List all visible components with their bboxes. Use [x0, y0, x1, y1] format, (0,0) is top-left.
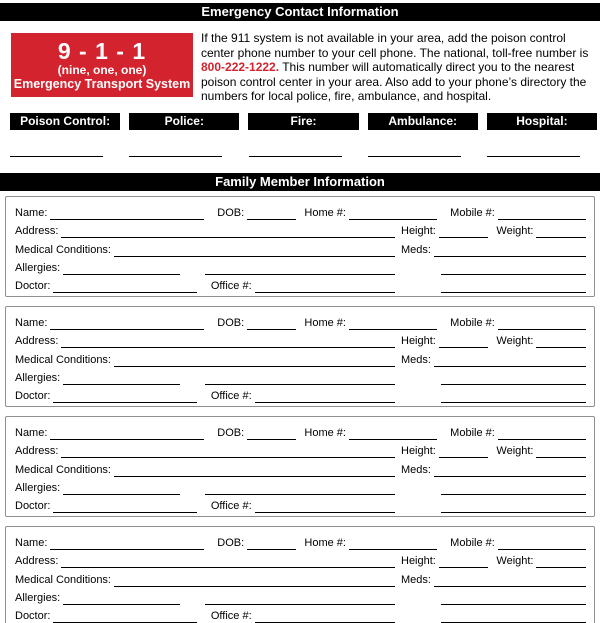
height-fill-line: [439, 445, 489, 458]
weight-fill-line: [536, 335, 586, 348]
home-phone-label: Home #:: [304, 537, 346, 550]
office-phone-label: Office #:: [210, 609, 252, 622]
mobile-phone-label: Mobile #:: [450, 537, 495, 550]
label-hospital: Hospital:: [487, 113, 597, 130]
mobile-phone-fill-line: [498, 427, 586, 440]
family-member-block: [5, 306, 595, 407]
doctor-fill-line: [53, 500, 196, 513]
address-height-weight-row: [15, 550, 586, 568]
height-fill-line: [439, 335, 489, 348]
911-caption: Emergency Transport System: [13, 76, 191, 91]
meds-continuation-line: [441, 262, 586, 275]
medical-conditions-fill-line: [114, 244, 395, 257]
address-label: Address:: [15, 225, 59, 238]
medical-conditions-fill-line: [114, 354, 395, 367]
home-phone-fill-line: [349, 537, 437, 550]
meds-continuation-line: [441, 372, 586, 385]
mobile-phone-fill-line: [498, 317, 586, 330]
doctor-label: Doctor:: [15, 389, 51, 402]
name-label: Name:: [15, 427, 48, 440]
mobile-phone-label: Mobile #:: [450, 207, 495, 220]
label-ambulance: Ambulance:: [368, 113, 478, 130]
weight-fill-line: [536, 555, 586, 568]
meds-continuation-line-2: [441, 280, 586, 293]
doctor-fill-line: [53, 610, 196, 623]
medical-conditions-meds-row: [15, 238, 586, 256]
intro-text-before: If the 911 system is not available in your area, add the poison control center phone number to your cell phone. The national, toll-free number is: [201, 31, 589, 60]
name-fill-line: [50, 427, 204, 440]
doctor-label: Doctor:: [15, 279, 51, 292]
home-phone-label: Home #:: [304, 317, 346, 330]
name-dob-phone-row: [15, 422, 586, 440]
dob-fill-line: [247, 537, 296, 550]
office-phone-label: Office #:: [210, 279, 252, 292]
allergies-row: [15, 587, 586, 605]
mobile-phone-label: Mobile #:: [450, 317, 495, 330]
allergies-continuation-line: [205, 482, 395, 495]
allergies-fill-line: [63, 372, 179, 385]
doctor-label: Doctor:: [15, 609, 51, 622]
address-label: Address:: [15, 445, 59, 458]
dob-label: DOB:: [217, 537, 245, 550]
name-dob-phone-row: [15, 532, 586, 550]
home-phone-fill-line: [349, 317, 437, 330]
dob-fill-line: [247, 427, 296, 440]
address-height-weight-row: [15, 220, 586, 238]
family-member-block: [5, 416, 595, 517]
medical-conditions-fill-line: [114, 464, 395, 477]
section-header-emergency-contact: Emergency Contact Information: [0, 3, 600, 21]
weight-fill-line: [536, 445, 586, 458]
name-label: Name:: [15, 317, 48, 330]
meds-fill-line: [434, 244, 586, 257]
address-fill-line: [61, 335, 395, 348]
allergies-continuation-line: [205, 372, 395, 385]
allergies-fill-line: [63, 482, 179, 495]
doctor-office-row: [15, 275, 586, 293]
family-members-section: [0, 196, 600, 623]
medical-conditions-meds-row: [15, 348, 586, 366]
weight-fill-line: [536, 225, 586, 238]
name-fill-line: [50, 317, 204, 330]
home-phone-label: Home #:: [304, 427, 346, 440]
contact-fill-lines-row: [10, 156, 580, 157]
contact-labels-row: [10, 113, 597, 130]
doctor-office-row: [15, 385, 586, 403]
doctor-fill-line: [53, 390, 196, 403]
address-fill-line: [61, 555, 395, 568]
911-spelled-out: (nine, one, one): [57, 62, 147, 77]
height-label: Height:: [401, 225, 436, 238]
address-fill-line: [61, 225, 395, 238]
mobile-phone-fill-line: [498, 207, 586, 220]
name-label: Name:: [15, 207, 48, 220]
address-height-weight-row: [15, 440, 586, 458]
mobile-phone-label: Mobile #:: [450, 427, 495, 440]
label-poison-control: Poison Control:: [10, 113, 120, 130]
name-label: Name:: [15, 537, 48, 550]
medical-conditions-meds-row: [15, 458, 586, 476]
name-dob-phone-row: [15, 202, 586, 220]
ambulance-fill-line: [368, 156, 461, 157]
911-number: 9 - 1 - 1: [57, 37, 147, 64]
weight-label: Weight:: [496, 555, 534, 568]
meds-fill-line: [434, 464, 586, 477]
911-banner: [11, 33, 193, 97]
doctor-office-row: [15, 605, 586, 623]
section-header-family-member: Family Member Information: [0, 173, 600, 191]
intro-section: [0, 33, 600, 106]
allergies-continuation-line: [205, 592, 395, 605]
police-fill-line: [129, 156, 222, 157]
address-height-weight-row: [15, 330, 586, 348]
meds-continuation-line-2: [441, 610, 586, 623]
meds-continuation-line: [441, 592, 586, 605]
height-label: Height:: [401, 445, 436, 458]
office-phone-fill-line: [255, 280, 395, 293]
height-label: Height:: [401, 335, 436, 348]
intro-text-after: This number will automatically direct you to the nearest poison control center in your area. Also add to your phone’s directory the numbers for local police, fire, ambulance, and hospital.: [201, 60, 587, 103]
dob-fill-line: [247, 207, 296, 220]
name-fill-line: [50, 537, 204, 550]
allergies-label: Allergies:: [15, 481, 61, 494]
medical-conditions-meds-row: [15, 568, 586, 586]
address-fill-line: [61, 445, 395, 458]
height-fill-line: [439, 225, 489, 238]
meds-label: Meds:: [401, 243, 431, 256]
office-phone-label: Office #:: [210, 499, 252, 512]
office-phone-fill-line: [255, 500, 395, 513]
weight-label: Weight:: [496, 335, 534, 348]
height-fill-line: [439, 555, 489, 568]
address-label: Address:: [15, 335, 59, 348]
doctor-label: Doctor:: [15, 499, 51, 512]
intro-paragraph: [201, 31, 597, 106]
allergies-label: Allergies:: [15, 591, 61, 604]
medical-conditions-label: Medical Conditions:: [15, 353, 111, 366]
home-phone-fill-line: [349, 207, 437, 220]
dob-fill-line: [247, 317, 296, 330]
office-phone-label: Office #:: [210, 389, 252, 402]
home-phone-fill-line: [349, 427, 437, 440]
allergies-row: [15, 257, 586, 275]
address-label: Address:: [15, 555, 59, 568]
meds-continuation-line-2: [441, 390, 586, 403]
poison-control-fill-line: [10, 156, 103, 157]
family-member-block: [5, 526, 595, 623]
allergies-continuation-line: [205, 262, 395, 275]
meds-continuation-line: [441, 482, 586, 495]
medical-conditions-label: Medical Conditions:: [15, 243, 111, 256]
fire-fill-line: [249, 156, 342, 157]
allergies-fill-line: [63, 592, 179, 605]
allergies-label: Allergies:: [15, 371, 61, 384]
poison-control-phone-number: 800-222-1222.: [201, 60, 280, 74]
meds-label: Meds:: [401, 463, 431, 476]
height-label: Height:: [401, 555, 436, 568]
meds-fill-line: [434, 354, 586, 367]
weight-label: Weight:: [496, 225, 534, 238]
allergies-fill-line: [63, 262, 179, 275]
medical-conditions-label: Medical Conditions:: [15, 463, 111, 476]
meds-fill-line: [434, 574, 586, 587]
allergies-label: Allergies:: [15, 261, 61, 274]
dob-label: DOB:: [217, 427, 245, 440]
dob-label: DOB:: [217, 317, 245, 330]
doctor-office-row: [15, 495, 586, 513]
hospital-fill-line: [487, 156, 580, 157]
family-member-block: [5, 196, 595, 297]
weight-label: Weight:: [496, 445, 534, 458]
doctor-fill-line: [53, 280, 196, 293]
label-fire: Fire:: [248, 113, 358, 130]
dob-label: DOB:: [217, 207, 245, 220]
medical-conditions-label: Medical Conditions:: [15, 573, 111, 586]
home-phone-label: Home #:: [304, 207, 346, 220]
allergies-row: [15, 477, 586, 495]
medical-conditions-fill-line: [114, 574, 395, 587]
meds-continuation-line-2: [441, 500, 586, 513]
allergies-row: [15, 367, 586, 385]
office-phone-fill-line: [255, 610, 395, 623]
label-police: Police:: [129, 113, 239, 130]
meds-label: Meds:: [401, 353, 431, 366]
meds-label: Meds:: [401, 573, 431, 586]
name-dob-phone-row: [15, 312, 586, 330]
office-phone-fill-line: [255, 390, 395, 403]
mobile-phone-fill-line: [498, 537, 586, 550]
name-fill-line: [50, 207, 204, 220]
